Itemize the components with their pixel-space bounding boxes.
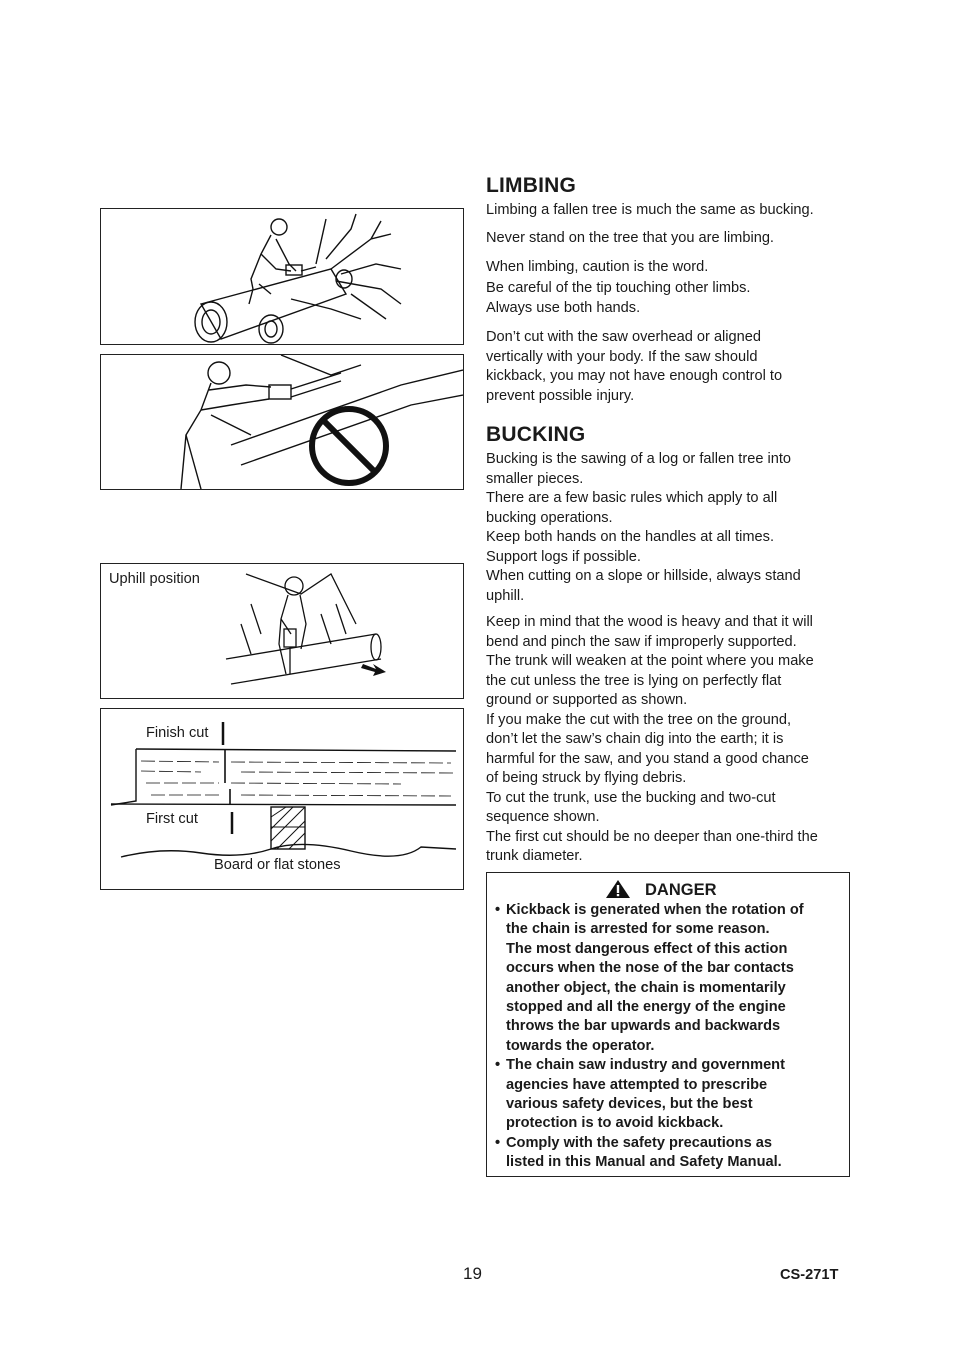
danger-item: • The chain saw industry and government agencies have attempted to prescribe various safety devices, but the best protection is to avoid kickback. bbox=[495, 1056, 845, 1134]
bucking-heading: BUCKING bbox=[486, 423, 586, 446]
uphill-position-label: Uphill position bbox=[109, 571, 200, 587]
cut-sequence-illustration bbox=[101, 709, 463, 889]
figure-limbing-correct bbox=[100, 208, 464, 345]
danger-list bbox=[495, 901, 845, 1173]
limbing-paragraph-1: Limbing a fallen tree is much the same as bucking. bbox=[486, 202, 814, 218]
figure-limbing-incorrect bbox=[100, 354, 464, 490]
prohibited-icon bbox=[312, 409, 386, 483]
limbing-illustration bbox=[101, 209, 463, 344]
limbing-heading: LIMBING bbox=[486, 174, 577, 197]
figure-uphill-position bbox=[100, 563, 464, 699]
danger-title: DANGER bbox=[645, 881, 717, 899]
bucking-paragraph-1: Bucking is the sawing of a log or fallen tree into smaller pieces. There are a few basic rules which apply to all bucking operations. Keep both hands on the handles at all times. Support logs if possible. When cutting on a slope or hillside, always stand uphill. bbox=[486, 451, 801, 604]
limbing-paragraph-3: When limbing, caution is the word. Be careful of the tip touching other limbs. Always use both hands. bbox=[486, 259, 751, 316]
limbing-paragraph-4: Don’t cut with the saw overhead or aligned vertically with your body. If the saw should kickback, you may not have enough control to prevent possible injury. bbox=[486, 329, 783, 404]
danger-item: • Kickback is generated when the rotation of the chain is arrested for some reason. The most dangerous effect of this action occurs when the nose of the bar contacts another object, the chain is momentarily stopped and all the energy of the engine throws the bar upwards and backwards towards the operator. bbox=[495, 901, 845, 1056]
figure-cut-sequence bbox=[100, 708, 464, 890]
board-label: Board or flat stones bbox=[214, 857, 341, 873]
danger-item: • Comply with the safety precautions as listed in this Manual and Safety Manual. bbox=[495, 1134, 845, 1173]
first-cut-label: First cut bbox=[146, 811, 198, 827]
bucking-paragraph-2: Keep in mind that the wood is heavy and that it will bend and pinch the saw if improperly supported. The trunk will weaken at the point where you make the cut unless the tree is lying on perfectly flat ground or supported as shown. If you make the cut with the tree on the ground, don’t let the saw’s chain dig into the earth; it is harmful for the saw, and you stand a good chance of being struck by flying debris. To cut the trunk, use the bucking and two-cut sequence shown. The first cut should be no deeper than one-third the trunk diameter. bbox=[486, 614, 818, 864]
danger-box bbox=[486, 872, 850, 1177]
limbing-paragraph-2: Never stand on the tree that you are limbing. bbox=[486, 230, 774, 246]
uphill-illustration bbox=[101, 564, 463, 698]
page-number: 19 bbox=[463, 1264, 482, 1283]
overhead-cut-illustration bbox=[101, 355, 463, 489]
downhill-arrow-icon bbox=[361, 664, 386, 676]
warning-triangle-icon bbox=[605, 879, 631, 899]
model-number: CS-271T bbox=[780, 1267, 839, 1283]
finish-cut-label: Finish cut bbox=[146, 725, 209, 741]
